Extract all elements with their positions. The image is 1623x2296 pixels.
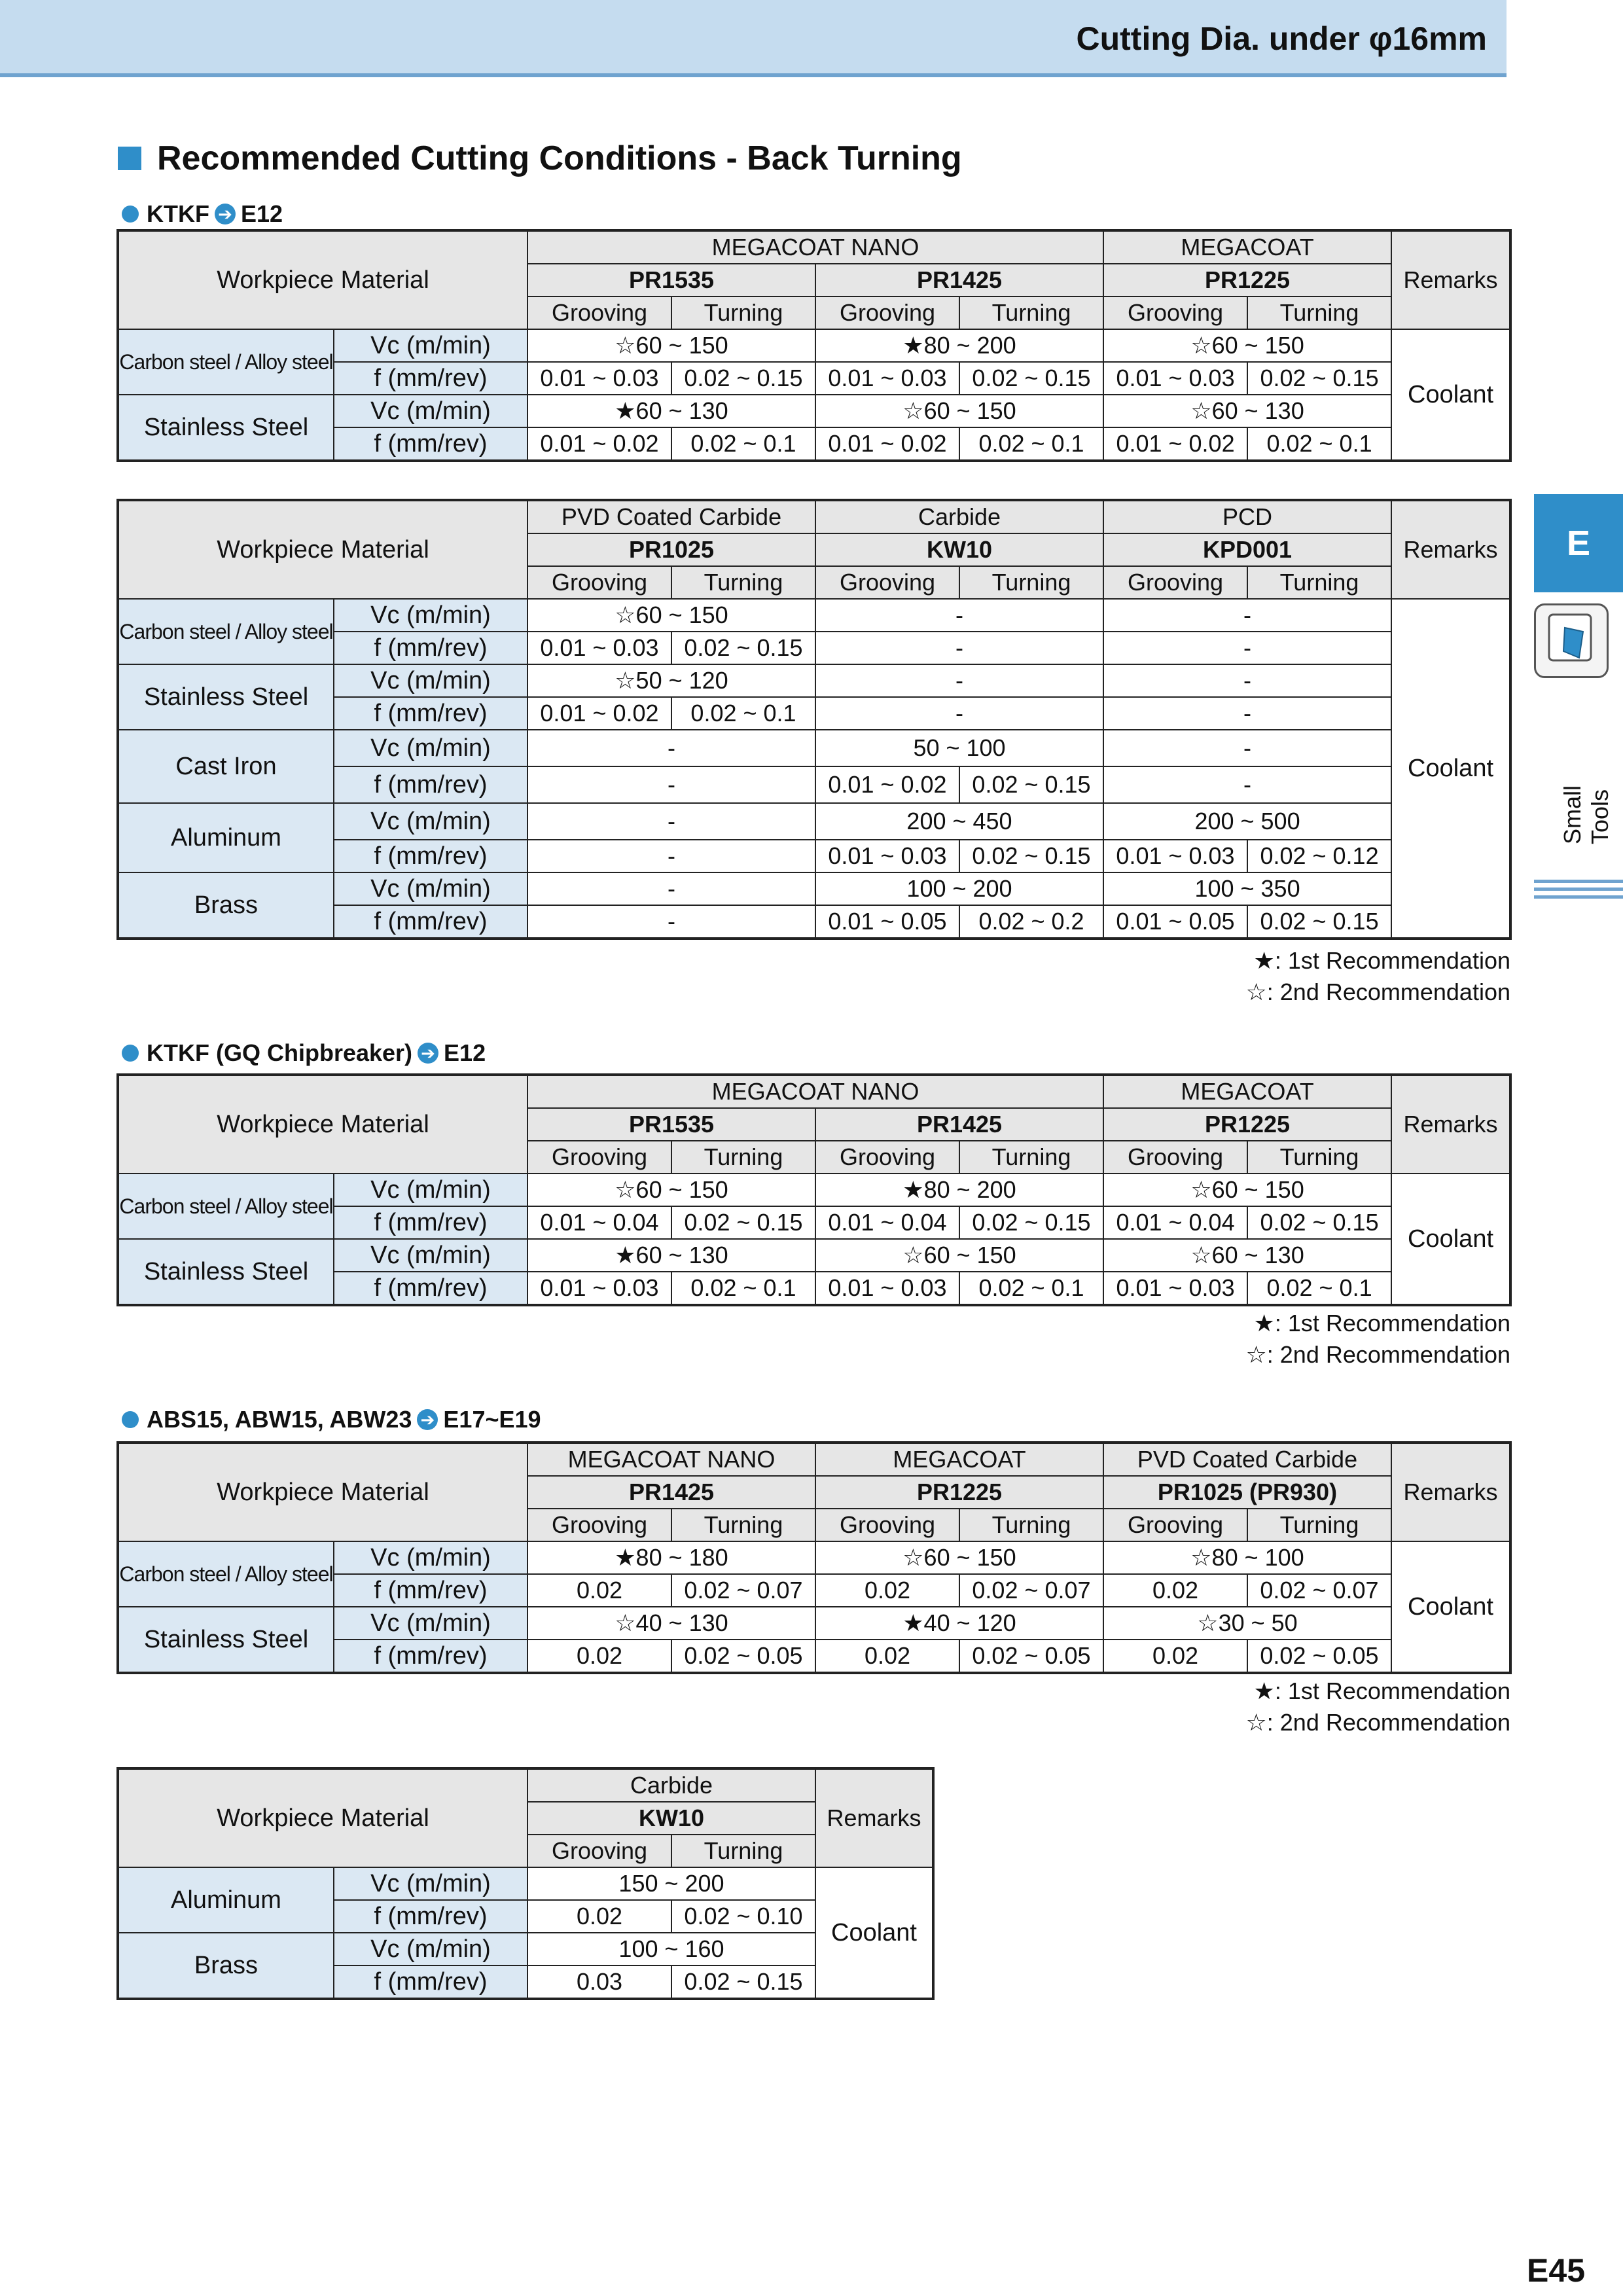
remarks-header: Remarks bbox=[1391, 500, 1510, 599]
param-f: f (mm/rev) bbox=[334, 766, 527, 803]
vc-cell: ★80 ~ 200 bbox=[815, 1174, 1103, 1206]
circle-bullet-icon bbox=[122, 1411, 139, 1428]
vc-cell: 100 ~ 350 bbox=[1103, 872, 1391, 905]
param-vc: Vc (m/min) bbox=[334, 395, 527, 427]
f-cell: 0.02 bbox=[815, 1574, 959, 1607]
f-cell: 0.02 ~ 0.15 bbox=[959, 362, 1103, 395]
grade-header: MEGACOAT NANO bbox=[527, 230, 1103, 264]
f-cell: 0.01 ~ 0.05 bbox=[815, 905, 959, 939]
f-cell: 0.01 ~ 0.03 bbox=[1103, 840, 1247, 872]
param-vc: Vc (m/min) bbox=[334, 664, 527, 697]
f-cell: 0.02 bbox=[527, 1574, 671, 1607]
workpiece-material-header: Workpiece Material bbox=[118, 1443, 527, 1541]
legend-first: ★: 1st Recommendation bbox=[1253, 1677, 1510, 1704]
circle-bullet-icon bbox=[122, 1045, 139, 1062]
product-header: PR1535 bbox=[527, 1108, 815, 1141]
vc-cell: 100 ~ 200 bbox=[815, 872, 1103, 905]
vc-cell: ☆60 ~ 150 bbox=[1103, 329, 1391, 362]
dash-cell: - bbox=[1103, 632, 1391, 664]
f-cell: 0.02 ~ 0.15 bbox=[671, 632, 815, 664]
grooving-header: Grooving bbox=[815, 1141, 959, 1174]
material-carbon-steel: Carbon steel / Alloy steel bbox=[118, 599, 334, 664]
product-header: PR1425 bbox=[527, 1476, 815, 1509]
turning-header: Turning bbox=[959, 1509, 1103, 1541]
subsection-name: ABS15, ABW15, ABW23 bbox=[147, 1406, 412, 1433]
material-brass: Brass bbox=[118, 1933, 334, 1999]
f-cell: 0.02 ~ 0.05 bbox=[1247, 1640, 1391, 1673]
square-bullet-icon bbox=[118, 147, 141, 170]
side-decor-lines bbox=[1534, 880, 1623, 903]
f-cell: 0.02 ~ 0.15 bbox=[671, 362, 815, 395]
param-vc: Vc (m/min) bbox=[334, 1174, 527, 1206]
grooving-header: Grooving bbox=[527, 1509, 671, 1541]
grooving-header: Grooving bbox=[1103, 1141, 1247, 1174]
turning-header: Turning bbox=[671, 1141, 815, 1174]
vc-cell: 50 ~ 100 bbox=[815, 730, 1103, 766]
param-vc: Vc (m/min) bbox=[334, 329, 527, 362]
vc-cell: ☆60 ~ 150 bbox=[527, 599, 815, 632]
f-cell: 0.02 ~ 0.2 bbox=[959, 905, 1103, 939]
vc-cell: ★40 ~ 120 bbox=[815, 1607, 1103, 1640]
workpiece-material-header: Workpiece Material bbox=[118, 1075, 527, 1174]
remarks-coolant: Coolant bbox=[1391, 1174, 1510, 1305]
f-cell: 0.01 ~ 0.04 bbox=[1103, 1206, 1247, 1239]
remarks-header: Remarks bbox=[1391, 230, 1510, 329]
material-carbon-steel: Carbon steel / Alloy steel bbox=[118, 329, 334, 395]
subsection-ktkf bbox=[122, 200, 283, 228]
remarks-coolant: Coolant bbox=[1391, 599, 1510, 939]
table-kw10 bbox=[116, 1767, 935, 2000]
f-cell: 0.02 bbox=[815, 1640, 959, 1673]
f-cell: 0.01 ~ 0.03 bbox=[527, 362, 671, 395]
material-carbon-steel: Carbon steel / Alloy steel bbox=[118, 1541, 334, 1607]
vc-cell: ☆60 ~ 150 bbox=[527, 329, 815, 362]
dash-cell: - bbox=[527, 766, 815, 803]
remarks-header: Remarks bbox=[1391, 1075, 1510, 1174]
f-cell: 0.02 bbox=[1103, 1574, 1247, 1607]
param-f: f (mm/rev) bbox=[334, 840, 527, 872]
table-abs-abw bbox=[116, 1441, 1512, 1674]
product-header: KPD001 bbox=[1103, 533, 1391, 566]
table-ktkf-2 bbox=[116, 499, 1512, 940]
f-cell: 0.02 ~ 0.05 bbox=[959, 1640, 1103, 1673]
f-cell: 0.02 ~ 0.07 bbox=[1247, 1574, 1391, 1607]
dash-cell: - bbox=[815, 664, 1103, 697]
f-cell: 0.02 ~ 0.07 bbox=[671, 1574, 815, 1607]
vc-cell: ☆60 ~ 150 bbox=[1103, 1174, 1391, 1206]
grade-header: Carbide bbox=[815, 500, 1103, 533]
turning-header: Turning bbox=[671, 296, 815, 329]
param-vc: Vc (m/min) bbox=[334, 730, 527, 766]
turning-header: Turning bbox=[1247, 566, 1391, 599]
page-reference: E12 bbox=[240, 200, 283, 227]
remarks-coolant: Coolant bbox=[815, 1867, 933, 1999]
vc-cell: ☆30 ~ 50 bbox=[1103, 1607, 1391, 1640]
section-title-text: Recommended Cutting Conditions - Back Turning bbox=[157, 139, 962, 177]
f-cell: 0.02 ~ 0.07 bbox=[959, 1574, 1103, 1607]
f-cell: 0.02 ~ 0.15 bbox=[671, 1965, 815, 1999]
grooving-header: Grooving bbox=[815, 296, 959, 329]
workpiece-material-header: Workpiece Material bbox=[118, 1768, 527, 1867]
param-vc: Vc (m/min) bbox=[334, 1867, 527, 1900]
grooving-header: Grooving bbox=[1103, 296, 1247, 329]
grooving-header: Grooving bbox=[527, 296, 671, 329]
f-cell: 0.02 ~ 0.15 bbox=[1247, 362, 1391, 395]
vc-cell: 150 ~ 200 bbox=[527, 1867, 815, 1900]
grade-header: PVD Coated Carbide bbox=[527, 500, 815, 533]
grade-header: MEGACOAT bbox=[815, 1443, 1103, 1476]
dash-cell: - bbox=[1103, 730, 1391, 766]
product-header: KW10 bbox=[815, 533, 1103, 566]
param-f: f (mm/rev) bbox=[334, 632, 527, 664]
dash-cell: - bbox=[1103, 599, 1391, 632]
f-cell: 0.03 bbox=[527, 1965, 671, 1999]
vc-cell: ★80 ~ 180 bbox=[527, 1541, 815, 1574]
grade-header: PCD bbox=[1103, 500, 1391, 533]
f-cell: 0.01 ~ 0.03 bbox=[815, 1272, 959, 1305]
turning-header: Turning bbox=[1247, 296, 1391, 329]
legend-second: ☆: 2nd Recommendation bbox=[1245, 978, 1510, 1005]
material-brass: Brass bbox=[118, 872, 334, 939]
product-header: PR1225 bbox=[1103, 264, 1391, 296]
legend bbox=[1246, 945, 1511, 1008]
param-vc: Vc (m/min) bbox=[334, 803, 527, 840]
param-vc: Vc (m/min) bbox=[334, 1541, 527, 1574]
section-tab-e[interactable]: E bbox=[1534, 494, 1623, 592]
grade-header: Carbide bbox=[527, 1768, 815, 1802]
param-f: f (mm/rev) bbox=[334, 1965, 527, 1999]
small-tools-icon bbox=[1534, 603, 1609, 678]
param-f: f (mm/rev) bbox=[334, 905, 527, 939]
product-header: PR1425 bbox=[815, 264, 1103, 296]
remarks-coolant: Coolant bbox=[1391, 1541, 1510, 1673]
f-cell: 0.01 ~ 0.03 bbox=[815, 840, 959, 872]
param-f: f (mm/rev) bbox=[334, 1900, 527, 1933]
legend-first: ★: 1st Recommendation bbox=[1253, 947, 1510, 974]
circle-bullet-icon bbox=[122, 206, 139, 223]
grooving-header: Grooving bbox=[527, 1835, 671, 1867]
turning-header: Turning bbox=[1247, 1509, 1391, 1541]
f-cell: 0.01 ~ 0.03 bbox=[527, 632, 671, 664]
arrow-right-icon: ➔ bbox=[215, 204, 236, 224]
vc-cell: 200 ~ 450 bbox=[815, 803, 1103, 840]
vc-cell: ★60 ~ 130 bbox=[527, 1239, 815, 1272]
vc-cell: ☆40 ~ 130 bbox=[527, 1607, 815, 1640]
vc-cell: ★80 ~ 200 bbox=[815, 329, 1103, 362]
turning-header: Turning bbox=[959, 1141, 1103, 1174]
f-cell: 0.02 ~ 0.05 bbox=[671, 1640, 815, 1673]
f-cell: 0.02 ~ 0.15 bbox=[959, 766, 1103, 803]
f-cell: 0.01 ~ 0.03 bbox=[1103, 1272, 1247, 1305]
f-cell: 0.01 ~ 0.02 bbox=[815, 427, 959, 461]
param-f: f (mm/rev) bbox=[334, 1206, 527, 1239]
f-cell: 0.02 ~ 0.15 bbox=[1247, 1206, 1391, 1239]
f-cell: 0.01 ~ 0.02 bbox=[815, 766, 959, 803]
material-stainless-steel: Stainless Steel bbox=[118, 1239, 334, 1305]
f-cell: 0.01 ~ 0.05 bbox=[1103, 905, 1247, 939]
param-f: f (mm/rev) bbox=[334, 1640, 527, 1673]
legend-first: ★: 1st Recommendation bbox=[1253, 1310, 1510, 1336]
remarks-coolant: Coolant bbox=[1391, 329, 1510, 461]
vc-cell: ☆60 ~ 130 bbox=[1103, 1239, 1391, 1272]
f-cell: 0.02 ~ 0.1 bbox=[1247, 1272, 1391, 1305]
f-cell: 0.02 ~ 0.15 bbox=[959, 840, 1103, 872]
dash-cell: - bbox=[527, 730, 815, 766]
f-cell: 0.01 ~ 0.03 bbox=[815, 362, 959, 395]
f-cell: 0.02 ~ 0.1 bbox=[671, 697, 815, 730]
f-cell: 0.02 bbox=[527, 1900, 671, 1933]
subsection-ktkf-gq bbox=[122, 1039, 486, 1067]
param-vc: Vc (m/min) bbox=[334, 1607, 527, 1640]
dash-cell: - bbox=[1103, 766, 1391, 803]
param-f: f (mm/rev) bbox=[334, 362, 527, 395]
f-cell: 0.01 ~ 0.02 bbox=[1103, 427, 1247, 461]
f-cell: 0.01 ~ 0.02 bbox=[527, 427, 671, 461]
material-stainless-steel: Stainless Steel bbox=[118, 664, 334, 730]
remarks-header: Remarks bbox=[1391, 1443, 1510, 1541]
legend-second: ☆: 2nd Recommendation bbox=[1245, 1341, 1510, 1368]
product-header: PR1425 bbox=[815, 1108, 1103, 1141]
dash-cell: - bbox=[527, 803, 815, 840]
material-carbon-steel: Carbon steel / Alloy steel bbox=[118, 1174, 334, 1239]
turning-header: Turning bbox=[959, 566, 1103, 599]
f-cell: 0.02 ~ 0.1 bbox=[959, 427, 1103, 461]
param-vc: Vc (m/min) bbox=[334, 1933, 527, 1965]
param-vc: Vc (m/min) bbox=[334, 872, 527, 905]
page-header-title: Cutting Dia. under φ16mm bbox=[1076, 20, 1487, 57]
dash-cell: - bbox=[527, 905, 815, 939]
f-cell: 0.02 ~ 0.15 bbox=[671, 1206, 815, 1239]
param-f: f (mm/rev) bbox=[334, 427, 527, 461]
dash-cell: - bbox=[815, 697, 1103, 730]
f-cell: 0.02 ~ 0.15 bbox=[1247, 905, 1391, 939]
vc-cell: ☆80 ~ 100 bbox=[1103, 1541, 1391, 1574]
vc-cell: ☆60 ~ 150 bbox=[815, 1239, 1103, 1272]
product-header: PR1025 (PR930) bbox=[1103, 1476, 1391, 1509]
f-cell: 0.02 ~ 0.15 bbox=[959, 1206, 1103, 1239]
vc-cell: 200 ~ 500 bbox=[1103, 803, 1391, 840]
side-label-small-tools: Small Tools bbox=[1559, 785, 1613, 844]
turning-header: Turning bbox=[671, 1509, 815, 1541]
turning-header: Turning bbox=[959, 296, 1103, 329]
product-header: PR1225 bbox=[815, 1476, 1103, 1509]
f-cell: 0.02 ~ 0.1 bbox=[671, 427, 815, 461]
grooving-header: Grooving bbox=[815, 566, 959, 599]
subsection-name: KTKF (GQ Chipbreaker) bbox=[147, 1039, 413, 1066]
grade-header: MEGACOAT bbox=[1103, 230, 1391, 264]
dash-cell: - bbox=[527, 872, 815, 905]
subsection-name: KTKF bbox=[147, 200, 209, 227]
param-f: f (mm/rev) bbox=[334, 1574, 527, 1607]
subsection-abs-abw bbox=[122, 1406, 541, 1433]
vc-cell: ☆60 ~ 150 bbox=[815, 1541, 1103, 1574]
material-aluminum: Aluminum bbox=[118, 803, 334, 872]
remarks-header: Remarks bbox=[815, 1768, 933, 1867]
f-cell: 0.02 ~ 0.10 bbox=[671, 1900, 815, 1933]
grade-header: MEGACOAT NANO bbox=[527, 1075, 1103, 1108]
grooving-header: Grooving bbox=[1103, 566, 1247, 599]
dash-cell: - bbox=[1103, 697, 1391, 730]
dash-cell: - bbox=[527, 840, 815, 872]
param-f: f (mm/rev) bbox=[334, 1272, 527, 1305]
vc-cell: ★60 ~ 130 bbox=[527, 395, 815, 427]
page-reference: E17~E19 bbox=[443, 1406, 541, 1433]
f-cell: 0.01 ~ 0.03 bbox=[1103, 362, 1247, 395]
f-cell: 0.02 ~ 0.1 bbox=[671, 1272, 815, 1305]
material-aluminum: Aluminum bbox=[118, 1867, 334, 1933]
dash-cell: - bbox=[815, 632, 1103, 664]
table-ktkf-gq bbox=[116, 1073, 1512, 1306]
turning-header: Turning bbox=[671, 566, 815, 599]
f-cell: 0.02 bbox=[527, 1640, 671, 1673]
f-cell: 0.01 ~ 0.03 bbox=[527, 1272, 671, 1305]
param-vc: Vc (m/min) bbox=[334, 1239, 527, 1272]
material-stainless-steel: Stainless Steel bbox=[118, 1607, 334, 1673]
vc-cell: 100 ~ 160 bbox=[527, 1933, 815, 1965]
dash-cell: - bbox=[815, 599, 1103, 632]
arrow-right-icon: ➔ bbox=[417, 1409, 438, 1430]
f-cell: 0.01 ~ 0.02 bbox=[527, 697, 671, 730]
grooving-header: Grooving bbox=[815, 1509, 959, 1541]
workpiece-material-header: Workpiece Material bbox=[118, 500, 527, 599]
product-header: PR1535 bbox=[527, 264, 815, 296]
grade-header: MEGACOAT NANO bbox=[527, 1443, 815, 1476]
vc-cell: ☆60 ~ 130 bbox=[1103, 395, 1391, 427]
page-number: E45 bbox=[1527, 2252, 1585, 2289]
section-title bbox=[118, 139, 962, 178]
arrow-right-icon: ➔ bbox=[418, 1043, 438, 1064]
f-cell: 0.01 ~ 0.04 bbox=[527, 1206, 671, 1239]
grooving-header: Grooving bbox=[1103, 1509, 1247, 1541]
f-cell: 0.02 bbox=[1103, 1640, 1247, 1673]
product-header: PR1225 bbox=[1103, 1108, 1391, 1141]
turning-header: Turning bbox=[671, 1835, 815, 1867]
page-reference: E12 bbox=[444, 1039, 486, 1066]
grooving-header: Grooving bbox=[527, 566, 671, 599]
material-stainless-steel: Stainless Steel bbox=[118, 395, 334, 461]
vc-cell: ☆60 ~ 150 bbox=[815, 395, 1103, 427]
dash-cell: - bbox=[1103, 664, 1391, 697]
material-cast-iron: Cast Iron bbox=[118, 730, 334, 803]
f-cell: 0.02 ~ 0.12 bbox=[1247, 840, 1391, 872]
param-vc: Vc (m/min) bbox=[334, 599, 527, 632]
f-cell: 0.02 ~ 0.1 bbox=[1247, 427, 1391, 461]
header-band bbox=[0, 0, 1507, 77]
product-header: KW10 bbox=[527, 1802, 815, 1835]
legend-second: ☆: 2nd Recommendation bbox=[1245, 1709, 1510, 1736]
grade-header: MEGACOAT bbox=[1103, 1075, 1391, 1108]
workpiece-material-header: Workpiece Material bbox=[118, 230, 527, 329]
f-cell: 0.02 ~ 0.1 bbox=[959, 1272, 1103, 1305]
legend bbox=[1246, 1676, 1511, 1738]
grade-header: PVD Coated Carbide bbox=[1103, 1443, 1391, 1476]
legend bbox=[1246, 1308, 1511, 1371]
table-ktkf bbox=[116, 229, 1512, 462]
turning-header: Turning bbox=[1247, 1141, 1391, 1174]
product-header: PR1025 bbox=[527, 533, 815, 566]
param-f: f (mm/rev) bbox=[334, 697, 527, 730]
vc-cell: ☆60 ~ 150 bbox=[527, 1174, 815, 1206]
grooving-header: Grooving bbox=[527, 1141, 671, 1174]
f-cell: 0.01 ~ 0.04 bbox=[815, 1206, 959, 1239]
vc-cell: ☆50 ~ 120 bbox=[527, 664, 815, 697]
